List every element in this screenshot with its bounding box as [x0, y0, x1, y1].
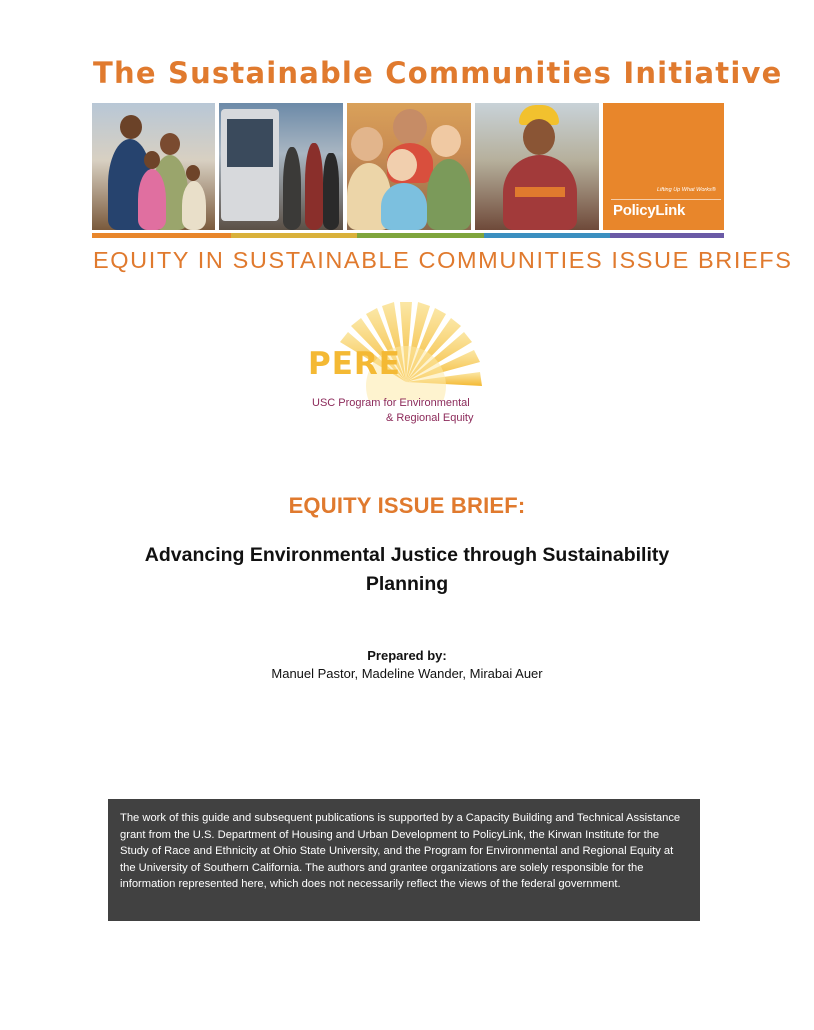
policylink-name: PolicyLink	[613, 202, 686, 219]
policylink-logo	[603, 103, 724, 230]
color-bar-orange	[92, 233, 231, 238]
children-photo	[347, 103, 471, 230]
pere-program-line1: USC Program for Environmental	[312, 397, 470, 409]
color-bar	[92, 233, 724, 238]
series-subtitle: EQUITY IN SUSTAINABLE COMMUNITIES ISSUE BRIEFS	[93, 247, 793, 273]
color-bar-green	[357, 233, 483, 238]
bus-stop-photo	[219, 103, 343, 230]
pere-name: PERE	[308, 346, 401, 382]
policylink-tagline: Lifting Up What Works®	[657, 187, 716, 193]
family-photo	[92, 103, 215, 230]
prepared-by-label: Prepared by:	[367, 648, 447, 663]
pere-program-line2: & Regional Equity	[386, 412, 474, 424]
policylink-divider	[611, 199, 721, 200]
sunburst-icon	[306, 290, 506, 400]
authors: Manuel Pastor, Madeline Wander, Mirabai Auer	[271, 666, 543, 681]
color-bar-gold	[231, 233, 357, 238]
document-title: Advancing Environmental Justice through Sustainability Planning	[144, 544, 670, 595]
brief-label: EQUITY ISSUE BRIEF:	[288, 493, 526, 518]
color-bar-blue	[484, 233, 610, 238]
funding-disclaimer: The work of this guide and subsequent publications is supported by a Capacity Building and Technical Assistance grant from the U.S. Department of Housing and Urban Development to PolicyLink, the Kirwan Institute for the Study of Race and Ethnicity at Ohio State University, and the Program for Environmental and Regional Equity at the University of Southern California. The authors and grantee organizations are solely responsible for the information represented here, which does not necessarily reflect the views of the federal government.	[108, 799, 700, 921]
header-photo-strip	[92, 103, 724, 230]
worker-photo	[475, 103, 599, 230]
series-title: The Sustainable Communities Initiative	[93, 56, 783, 90]
color-bar-purple	[610, 233, 724, 238]
pere-logo	[306, 290, 506, 430]
